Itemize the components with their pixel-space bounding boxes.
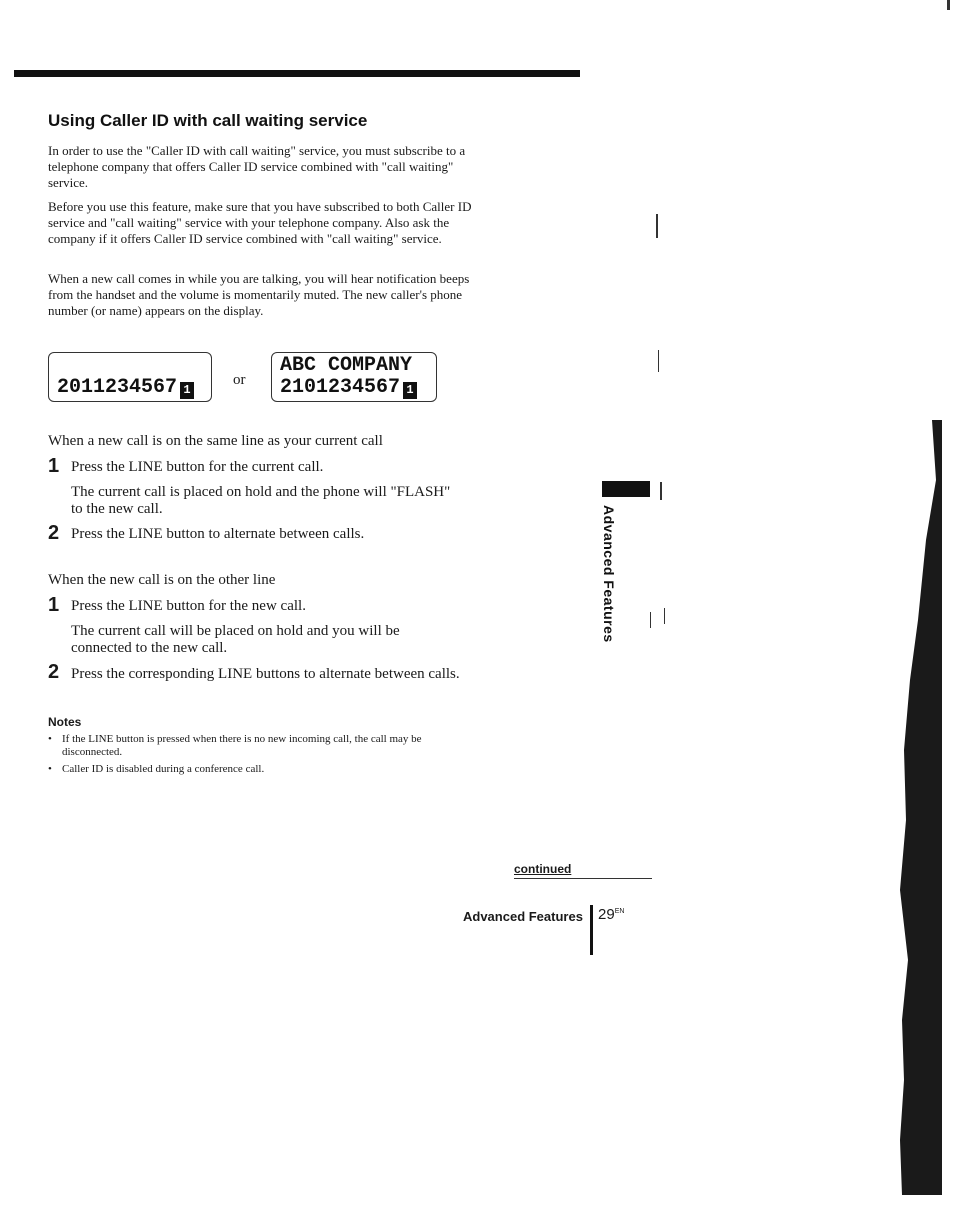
note-item: • Caller ID is disabled during a conference call.	[48, 763, 265, 775]
step-text: Press the LINE button for the new call.	[71, 598, 306, 614]
page-number: $29^{EN}$	[598, 906, 625, 923]
bullet-icon: •	[48, 733, 52, 745]
intro-paragraph-1: In order to use the "Caller ID with call waiting" service, you must subscribe to a telephone company that offers Caller ID service combined with "call waiting" service.	[48, 143, 466, 190]
notes-heading: Notes	[48, 715, 82, 729]
intro-paragraph-3: When a new call comes in while you are talking, you will hear notification beeps from the handset and the volume is momentarily muted. The new caller's phone number (or name) appears on the display.	[48, 271, 470, 318]
step-number: 2	[48, 661, 60, 683]
scan-artifact	[664, 608, 665, 624]
continued-rule	[514, 878, 652, 879]
step-detail: The current call is placed on hold and the phone will "FLASH" to the new call.	[71, 484, 451, 517]
footer-section-name: Advanced Features	[463, 909, 583, 924]
other-line-heading: When the new call is on the other line	[48, 572, 276, 588]
scan-artifact	[660, 482, 662, 500]
lcd-display-number	[48, 352, 212, 402]
line-indicator-icon: 1	[180, 382, 194, 399]
scan-edge-shadow	[896, 420, 942, 1195]
step-number: 1	[48, 455, 60, 477]
scan-artifact	[650, 612, 651, 628]
side-tab-label: Advanced Features	[601, 505, 617, 643]
step-text: Press the LINE button for the current call.	[71, 459, 324, 475]
lcd-number-text: 2011234567	[57, 376, 178, 399]
line-indicator-icon: 1	[403, 382, 417, 399]
section-title: Using Caller ID with call waiting service	[48, 111, 368, 130]
or-separator: or	[233, 372, 246, 388]
step-text: Press the corresponding LINE buttons to alternate between calls.	[71, 666, 460, 682]
continued-label: continued	[514, 862, 572, 876]
intro-paragraph-2: Before you use this feature, make sure that you have subscribed to both Caller ID service and "call waiting" service with your telephone company. Also ask the company if it offers Caller ID service combined with "call waiting" service.	[48, 199, 472, 246]
step-detail: The current call will be placed on hold and you will be connected to the new call.	[71, 623, 400, 656]
page-suffix: EN	[614, 908, 625, 915]
lcd-name-text: ABC COMPANY	[280, 354, 413, 377]
lcd-number-text: 2101234567	[280, 376, 401, 399]
scan-artifact	[947, 0, 950, 10]
footer-divider	[590, 905, 593, 955]
lcd-display-name	[271, 352, 437, 402]
bullet-icon: •	[48, 763, 52, 775]
section-tab-marker	[602, 481, 650, 497]
scan-artifact	[656, 214, 658, 238]
same-line-heading: When a new call is on the same line as your current call	[48, 433, 383, 449]
note-item: • If the LINE button is pressed when there is no new incoming call, the call may be disconnected.	[48, 733, 422, 758]
step-number: 2	[48, 522, 60, 544]
step-number: 1	[48, 594, 60, 616]
step-text: Press the LINE button to alternate between calls.	[71, 526, 365, 542]
top-rule	[14, 70, 580, 77]
scan-artifact	[658, 350, 659, 372]
